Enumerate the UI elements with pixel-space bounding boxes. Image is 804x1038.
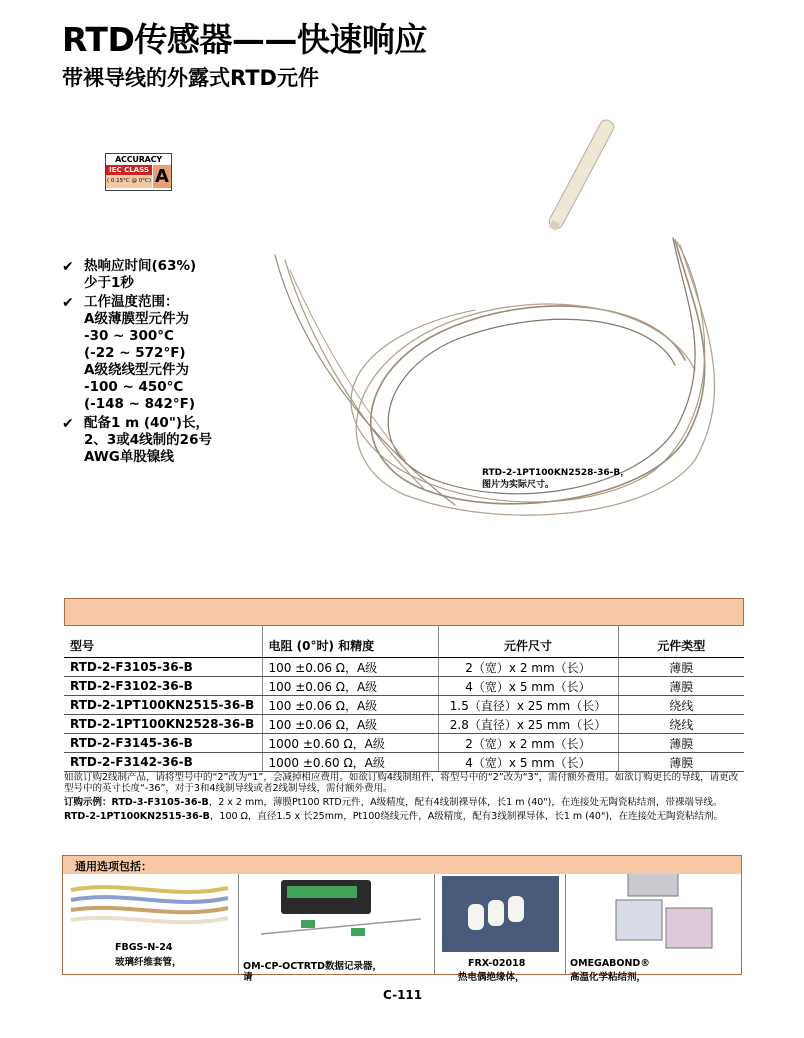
check-icon: ✔ bbox=[62, 259, 74, 275]
photo-caption bbox=[482, 467, 629, 491]
cell-size: 4（宽）x 5 mm（长） bbox=[438, 677, 618, 696]
cell-resistance: 1000 ±0.60 Ω，A级 bbox=[262, 753, 438, 772]
data-logger-image bbox=[241, 874, 431, 954]
badge-grade: A bbox=[153, 165, 171, 188]
photo-caption-line: RTD-2-1PT100KN2528-36-B， bbox=[482, 468, 630, 478]
feature-line: 工作温度范围： bbox=[84, 294, 179, 310]
cell-size: 2.8（直径）x 25 mm（长） bbox=[438, 715, 618, 734]
feature-line: AWG单股镍线 bbox=[84, 449, 174, 465]
cell-type: 薄膜 bbox=[618, 734, 744, 753]
cell-type: 薄膜 bbox=[618, 658, 744, 677]
col-header-type: 元件类型 bbox=[618, 625, 744, 658]
sleeving-image bbox=[63, 874, 235, 934]
option-desc: 高温化学粘结剂， bbox=[570, 972, 647, 983]
cell-type: 绕线 bbox=[618, 715, 744, 734]
option-desc: 热电偶绝缘体， bbox=[458, 972, 525, 983]
cell-model: RTD-2-F3145-36-B bbox=[64, 734, 262, 753]
feature-line: A级绕线型元件为 bbox=[84, 362, 189, 378]
option-omegabond bbox=[568, 874, 740, 983]
accuracy-badge bbox=[105, 153, 172, 191]
feature-list bbox=[62, 258, 272, 468]
insulator-image bbox=[438, 874, 563, 954]
cell-model: RTD-2-F3142-36-B bbox=[64, 753, 262, 772]
page-title: RTD传感器——快速响应 bbox=[62, 20, 427, 59]
feature-item bbox=[62, 258, 272, 292]
note-example-2-text: ，100 Ω，直径1.5 x 长25mm，Pt100绕线元件，A级精度，配有3线制裸导体，长1 m (40")，在连接处无陶瓷粘结剂。 bbox=[209, 811, 724, 822]
table-row bbox=[64, 753, 744, 772]
options-header-label: 通用选项包括： bbox=[75, 860, 152, 873]
option-frx bbox=[438, 874, 563, 983]
check-icon: ✔ bbox=[62, 416, 74, 432]
col-header-size: 元件尺寸 bbox=[438, 625, 618, 658]
option-desc: 玻璃纤维套管， bbox=[115, 957, 182, 968]
rtd-sensor-photo bbox=[255, 110, 755, 580]
badge-iec-label: IEC CLASS bbox=[106, 165, 152, 175]
note-example-1 bbox=[64, 797, 744, 808]
check-icon: ✔ bbox=[62, 295, 74, 311]
page-subtitle: 带裸导线的外露式RTD元件 bbox=[62, 66, 319, 90]
feature-line: (-148 ~ 842°F) bbox=[84, 396, 195, 412]
col-header-resistance: 电阻 (0°时) 和精度 bbox=[262, 625, 438, 658]
adhesive-cans-image bbox=[568, 874, 740, 954]
note-example-2 bbox=[64, 811, 744, 822]
cell-type: 薄膜 bbox=[618, 677, 744, 696]
feature-line: 2、3或4线制的26号 bbox=[84, 432, 212, 448]
note-example-1-label: 订购示例：RTD-3-F3105-36-B bbox=[64, 797, 209, 808]
table-row bbox=[64, 658, 744, 677]
feature-line: -30 ~ 300°C bbox=[84, 328, 174, 344]
cell-size: 1.5（直径）x 25 mm（长） bbox=[438, 696, 618, 715]
col-header-model: 型号 bbox=[64, 625, 262, 658]
options-panel bbox=[62, 855, 742, 983]
cell-resistance: 100 ±0.06 Ω，A级 bbox=[262, 696, 438, 715]
option-code: FRX-02018 bbox=[468, 958, 526, 969]
note-wire-config: 如欲订购2线制产品，请将型号中的“2”改为“1”，会减掉相应费用。如欲订购4线制组件，将型号中的“2”改为“3”，需付额外费用。如欲订购更长的导线，请更改型号中的英寸长度“-36”，对于3和4线制导线或者2线制导线，需付额外费用。 bbox=[64, 772, 739, 794]
cell-type: 薄膜 bbox=[618, 753, 744, 772]
cell-size: 2（宽）x 2 mm（长） bbox=[438, 734, 618, 753]
cell-model: RTD-2-1PT100KN2528-36-B bbox=[64, 715, 262, 734]
note-example-1-text: ，2 x 2 mm，薄膜Pt100 RTD元件，A级精度，配有4线制裸导体，长1 m (40")，在连接处无陶瓷粘结剂，带裸端导线。 bbox=[208, 797, 723, 808]
option-desc: OM-CP-OCTRTD数据记录器， bbox=[243, 961, 382, 972]
badge-accuracy-label: ACCURACY bbox=[106, 154, 171, 165]
table-row bbox=[64, 734, 744, 753]
feature-line: A级薄膜型元件为 bbox=[84, 311, 189, 327]
spec-table bbox=[64, 625, 744, 772]
options-header bbox=[63, 856, 741, 874]
table-row bbox=[64, 715, 744, 734]
cell-resistance: 100 ±0.06 Ω，A级 bbox=[262, 658, 438, 677]
cell-size: 2（宽）x 2 mm（长） bbox=[438, 658, 618, 677]
cell-model: RTD-2-F3105-36-B bbox=[64, 658, 262, 677]
option-divider bbox=[238, 874, 239, 974]
cell-model: RTD-2-1PT100KN2515-36-B bbox=[64, 696, 262, 715]
table-header-row bbox=[64, 625, 744, 658]
cell-model: RTD-2-F3102-36-B bbox=[64, 677, 262, 696]
page-number: C-111 bbox=[383, 988, 423, 1002]
feature-item bbox=[62, 415, 272, 466]
feature-item bbox=[62, 294, 272, 413]
cell-size: 4（宽）x 5 mm（长） bbox=[438, 753, 618, 772]
option-code: OMEGABOND® bbox=[570, 958, 650, 969]
feature-line: (-22 ~ 572°F) bbox=[84, 345, 186, 361]
cell-resistance: 100 ±0.06 Ω，A级 bbox=[262, 677, 438, 696]
note-example-2-label: RTD-2-1PT100KN2515-36-B bbox=[64, 811, 210, 822]
feature-line: 少于1秒 bbox=[84, 275, 134, 291]
option-fbgs bbox=[63, 874, 235, 974]
option-divider bbox=[565, 874, 566, 974]
photo-caption-line: 图片为实际尺寸。 bbox=[482, 480, 555, 490]
option-code: FBGS-N-24 bbox=[115, 942, 173, 953]
cell-type: 绕线 bbox=[618, 696, 744, 715]
feature-line: 热响应时间(63%) bbox=[84, 258, 197, 274]
feature-line: -100 ~ 450°C bbox=[84, 379, 184, 395]
option-desc-continued: 请 bbox=[243, 972, 253, 983]
feature-line: 配备1 m (40")长， bbox=[84, 415, 210, 431]
ordering-notes bbox=[64, 772, 744, 825]
option-data-logger bbox=[241, 874, 431, 983]
table-row bbox=[64, 696, 744, 715]
table-header-band bbox=[64, 598, 744, 626]
cell-resistance: 1000 ±0.60 Ω，A级 bbox=[262, 734, 438, 753]
badge-tolerance-label: ( 0.15°C @ 0°C) bbox=[106, 175, 152, 188]
table-row bbox=[64, 677, 744, 696]
option-divider bbox=[434, 874, 435, 974]
cell-resistance: 100 ±0.06 Ω，A级 bbox=[262, 715, 438, 734]
